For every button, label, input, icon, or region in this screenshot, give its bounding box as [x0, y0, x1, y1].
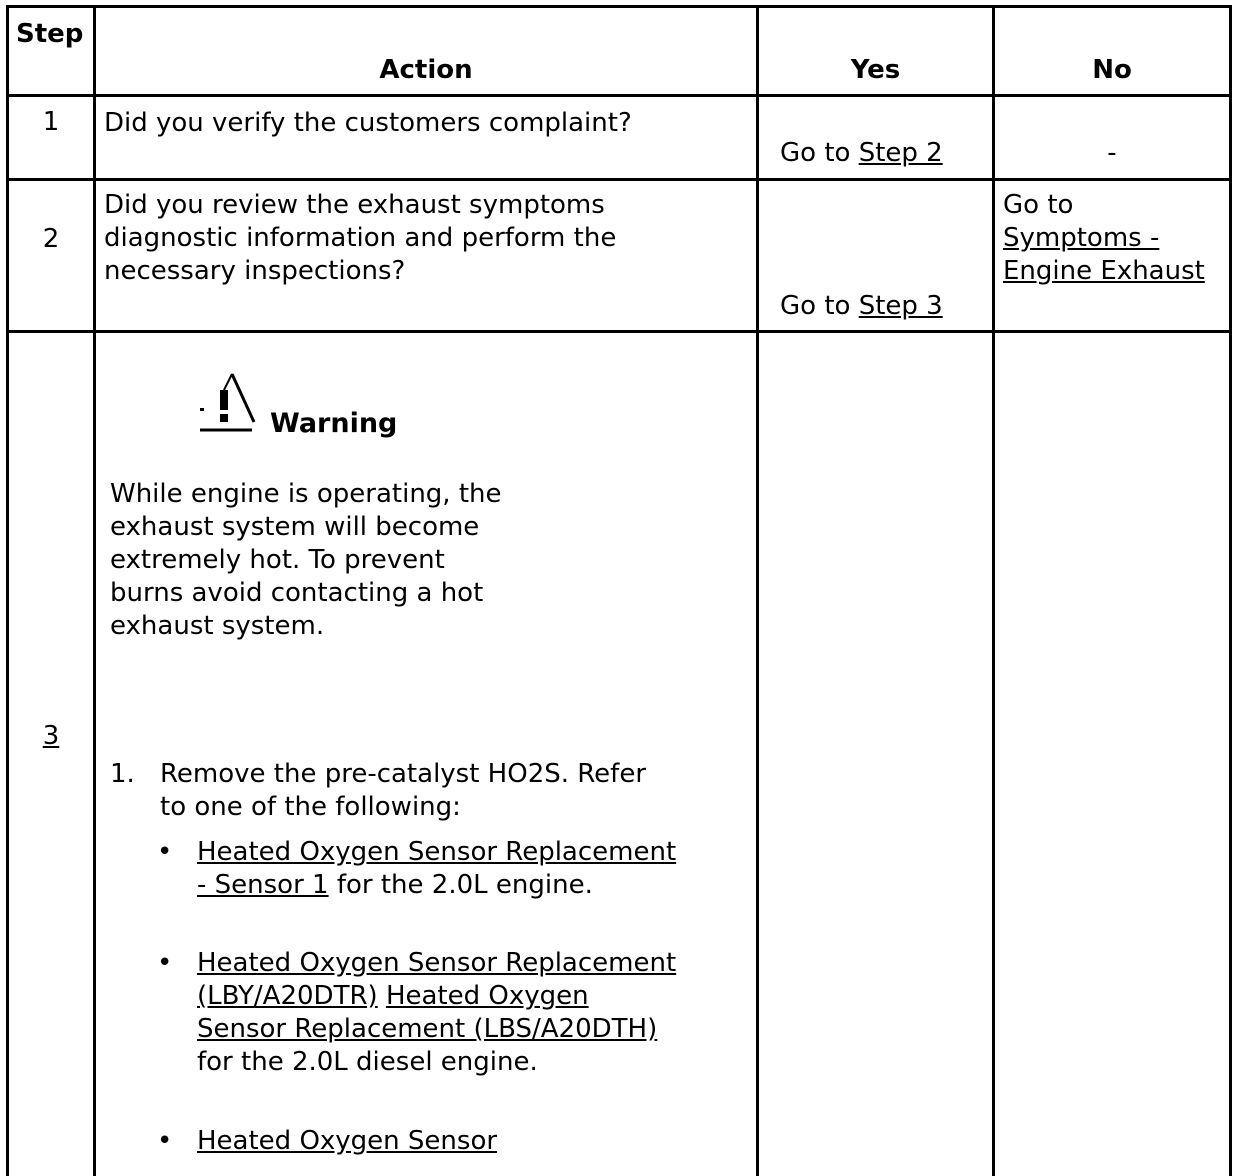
- bullet-item-3: [157, 1125, 677, 1158]
- list-item-text: Remove the pre-catalyst HO2S. Refer to one of the following:: [160, 759, 647, 822]
- col-line-right: [1229, 5, 1232, 1176]
- row2-yes-link[interactable]: Step 3: [858, 291, 943, 321]
- col-line-step: [93, 5, 96, 1176]
- header-yes: Yes: [850, 55, 901, 85]
- bullet-dot: •: [157, 1126, 173, 1156]
- bullet1-link[interactable]: Heated Oxygen Sensor Replacement - Sensor 1: [197, 837, 677, 900]
- row2-no-link-line2[interactable]: Engine Exhaust: [1003, 256, 1205, 286]
- warning-triangle-icon: [198, 372, 260, 438]
- row1-step: 1: [42, 107, 60, 137]
- list-item-number: 1.: [110, 759, 135, 789]
- header-step: Step: [16, 19, 84, 49]
- bullet2-link-a[interactable]: Heated Oxygen Sensor Replacement (LBY/A20DTR): [197, 948, 677, 1011]
- header-no: No: [1092, 55, 1132, 85]
- bullet3-link[interactable]: Heated Oxygen Sensor: [197, 1126, 498, 1156]
- row1-divider: [6, 178, 1232, 181]
- row2-action: Did you review the exhaust symptoms diagnostic information and perform the necessary inspections?: [104, 190, 617, 286]
- table-border-top: [6, 5, 1232, 8]
- row3-step-link[interactable]: 3: [42, 721, 60, 751]
- bullet-dot: •: [157, 837, 173, 867]
- bullet2-suffix: for the 2.0L diesel engine.: [197, 1047, 538, 1077]
- bullet-item-1: [157, 836, 677, 902]
- row2-step: 2: [42, 224, 60, 254]
- row1-action: Did you verify the customers complaint?: [104, 108, 632, 138]
- row1-no: -: [1107, 138, 1117, 168]
- bullet-item-2: [157, 947, 677, 1079]
- row2-no: [1003, 189, 1227, 288]
- row2-no-prefix: Go to: [1003, 190, 1074, 220]
- header-divider: [6, 94, 1232, 97]
- row2-divider: [6, 330, 1232, 333]
- warning-title: Warning: [270, 408, 398, 439]
- col-line-yes: [992, 5, 995, 1176]
- row2-yes: [780, 290, 943, 323]
- col-line-action: [756, 5, 759, 1176]
- bullet1-suffix: for the 2.0L engine.: [328, 870, 593, 900]
- bullet2-link-b[interactable]: Heated Oxygen Sensor Replacement (LBS/A20DTH): [197, 981, 658, 1044]
- header-action: Action: [379, 55, 473, 85]
- bullet-dot: •: [157, 948, 173, 978]
- row1-yes-prefix: Go to: [780, 138, 859, 168]
- warning-text: While engine is operating, the exhaust system will become extremely hot. To prevent burns avoid contacting a hot exhaust system.: [110, 479, 502, 641]
- row2-yes-prefix: Go to: [780, 291, 859, 321]
- row1-yes-link[interactable]: Step 2: [858, 138, 943, 168]
- row1-yes: [780, 137, 943, 170]
- row2-no-link-line1[interactable]: Symptoms -: [1003, 223, 1160, 253]
- col-line-left: [6, 5, 9, 1176]
